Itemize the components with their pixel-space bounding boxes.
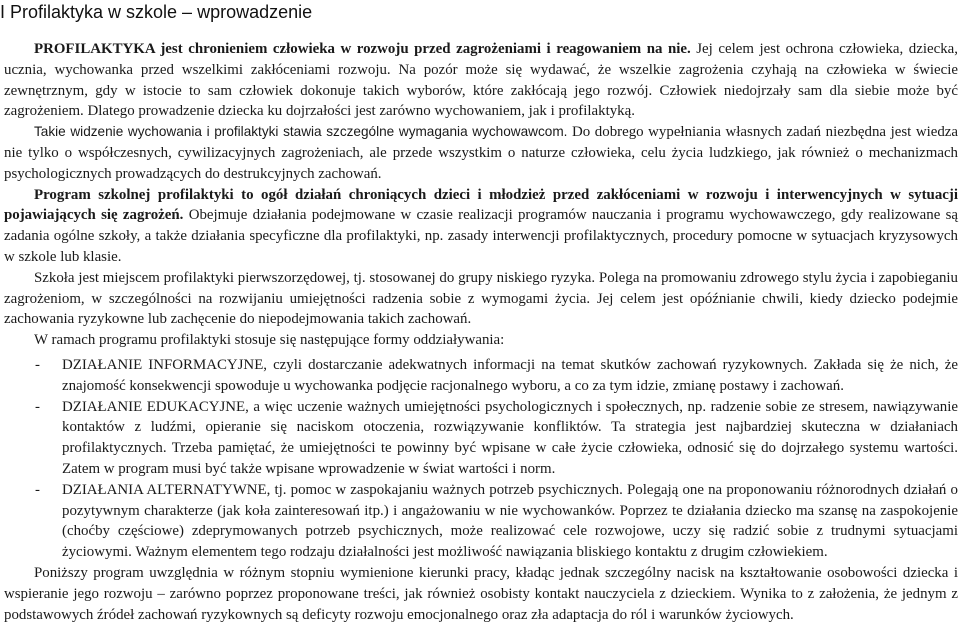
list-dash: - <box>35 356 40 373</box>
paragraph-program <box>4 185 958 268</box>
list-item <box>4 397 958 480</box>
document-title: I Profilaktyka w szkole – wprowadzenie <box>0 2 313 22</box>
list-item-text: DZIAŁANIA ALTERNATYWNE, tj. pomoc w zaspokajaniu ważnych potrzeb psychicznych. Polegają one na proponowaniu różnorodnych działań o pozytywnym charakterze (jak koła zainteresowań itp.) i angażowaniu w nie wychowanków. Poprzez te działania dziecko ma szansę na zaspokojenie (choćby częściowe) zdeprymowanych potrzeb psychicznych, może realizować cele rozwojowe, uczy się radzić sobie z trudnymi sytuacjami życiowymi. Ważnym elementem tego rodzaju działalności jest możliwość nawiązania bliskiego kontaktu z drugim człowiekiem. <box>62 481 958 561</box>
paragraph-school: Szkoła jest miejscem profilaktyki pierwszorzędowej, tj. stosowanej do grupy niskiego ryzyka. Polega na promowaniu zdrowego stylu życia i zapobieganiu zagrożeniom, w szczególności na rozwijaniu umiejętności radzenia sobie z wymogami życia. Jej celem jest opóźnianie chwili, kiedy dziecko podejmie zachowania ryzykowne lub zachęcenie do niepodejmowania takich zachowań. <box>4 269 958 328</box>
list-item <box>4 355 958 397</box>
list-item-text: DZIAŁANIE INFORMACYJNE, czyli dostarczanie adekwatnych informacji na temat skutków zachowań ryzykownych. Zakłada się że nich, że znajomość konsekwencji spowoduje u wychowanka podjęcie racjonalnego wyboru, a co za tym idzie, zmianę postawy i zachowań. <box>62 356 958 394</box>
program-rest: Obejmuje działania podejmowane w czasie realizacji programów nauczania i programu wychowawczego, gdy realizowane są zadania ogólne szkoły, a także działania specyficzne dla profilaktyki, np. zasady interwencji profilaktycznych, procedury pomocne w sytuacjach kryzysowych w szkole lub klasie. <box>4 207 959 265</box>
definition-bold: PROFILAKTYKA jest chronieniem człowieka w rozwoju przed zagrożeniami i reagowaniem na nie. <box>34 41 691 57</box>
list-dash: - <box>35 481 40 498</box>
educators-sans-sentence: Takie widzenie wychowania i profilaktyki stawia szczególne wymagania wychowawcom. <box>34 124 568 140</box>
definition-rest: Jej celem jest ochrona człowieka, dziecka, ucznia, wychowanka przed wszelkimi zakłóceniami rozwoju. Na pozór może się wydawać, że wszelkie zagrożenia czyhają na człowieka w świecie zewnętrznym, gdy w istocie to sam człowiek dokonuje takich wyborów, które zakłócają jego rozwój. Człowiek niedojrzały sam dla siebie może być zagrożeniem. Dlatego prowadzenie dziecka ku dojrzałości jest zarówno wychowaniem, jak i profilaktyką. <box>4 41 958 120</box>
educators-rest: Do dobrego wypełniania własnych zadań niezbędna jest wiedza nie tylko o współczesnych, cywilizacyjnych zagrożeniach, ale przede wszystkim o naturze człowieka, celu życia ludzkiego, jak również o mechanizmach psychologicznych prowadzących do destrukcyjnych zachowań. <box>4 124 958 182</box>
list-dash: - <box>35 398 40 415</box>
paragraph-definition <box>4 39 958 122</box>
program-bold: Program szkolnej profilaktyki to ogół działań chroniących dzieci i młodzież przed zakłóceniami w rozwoju i interwencyjnych w sytuacji pojawiających się zagrożeń. <box>4 186 958 224</box>
paragraph-summary: Poniższy program uwzględnia w różnym stopniu wymienione kierunki pracy, kładąc jednak szczególny nacisk na kształtowanie osobowości dziecka i wspieranie jego rozwoju – zarówno poprzez proponowane treści, jak również osobisty kontakt nauczyciela z dzieckiem. Wynika to z założenia, że jednym z podstawowych źródeł zachowań ryzykownych są deficyty rozwoju emocjonalnego oraz zła adaptacja do ról i warunków życiowych. <box>4 564 958 623</box>
list-item-text: DZIAŁANIE EDUKACYJNE, a więc uczenie ważnych umiejętności psychologicznych i społecznych, np. radzenie sobie ze stresem, nawiązywanie kontaktów z ludźmi, opieranie się naciskom otoczenia, rozwiązywanie konfliktów. Ta strategia jest najbardziej skuteczna w działaniach profilaktycznych. Trzeba pamiętać, że umiejętności te powinny być wpisane w całe życie człowieka, odnosić się do dojrzałego systemu wartości. Zatem w program musi być także wpisane wprowadzenie w świat wartości i norm. <box>62 398 958 477</box>
paragraph-educators <box>4 122 958 184</box>
document-body <box>4 39 958 625</box>
forms-list <box>4 355 958 563</box>
list-item <box>4 480 958 563</box>
paragraph-forms-intro: W ramach programu profilaktyki stosuje się następujące formy oddziaływania: <box>34 332 505 349</box>
